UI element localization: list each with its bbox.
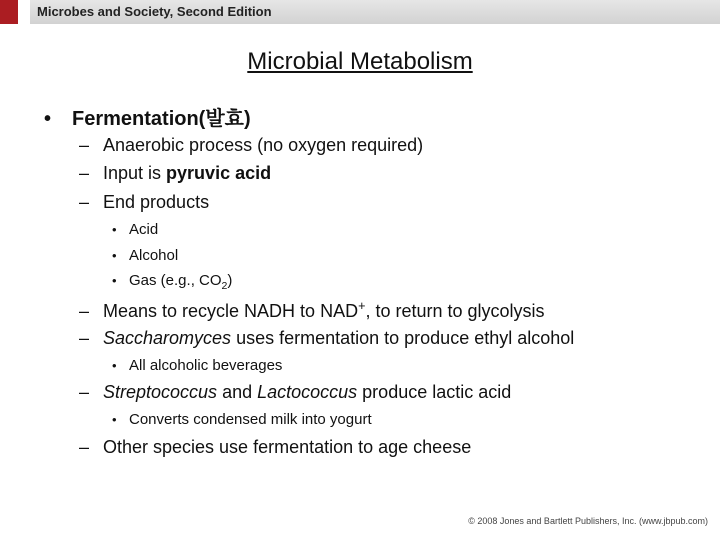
yogurt-item bbox=[112, 411, 372, 428]
dot-marker: • bbox=[112, 222, 117, 237]
end-product-text: Alcohol bbox=[129, 247, 179, 264]
sub-item-end-products bbox=[79, 192, 209, 213]
end-product-alcohol bbox=[112, 247, 178, 264]
detail-text: Converts condensed milk into yogurt bbox=[129, 411, 372, 428]
bullet-text: Fermentation(발효) bbox=[72, 108, 251, 130]
dot-marker: • bbox=[112, 412, 117, 427]
sub-item-anaerobic bbox=[79, 135, 423, 156]
bullet-fermentation bbox=[44, 102, 251, 131]
sub-item-text: produce lactic acid bbox=[357, 382, 512, 402]
dot-marker: • bbox=[112, 273, 117, 288]
end-product-text-suffix: ) bbox=[227, 272, 233, 289]
sub-item-text: Other species use fermentation to age cheese bbox=[103, 437, 472, 457]
sub-item-text: and bbox=[217, 382, 258, 402]
italic-term: Streptococcus bbox=[103, 382, 218, 402]
dash-marker: – bbox=[79, 163, 90, 183]
italic-term: Saccharomyces bbox=[103, 328, 232, 348]
dot-marker: • bbox=[112, 358, 117, 373]
bold-term: pyruvic acid bbox=[166, 163, 272, 183]
sub-item-nadh bbox=[79, 299, 545, 322]
subscript: 2 bbox=[221, 280, 228, 292]
sub-item-text: uses fermentation to produce ethyl alcohol bbox=[231, 328, 575, 348]
sub-item-cheese bbox=[79, 437, 471, 458]
sub-item-text: Input is bbox=[103, 163, 167, 183]
dash-marker: – bbox=[79, 437, 90, 457]
dash-marker: – bbox=[79, 328, 90, 348]
end-product-gas bbox=[112, 272, 232, 292]
dash-marker: – bbox=[79, 135, 90, 155]
copyright-footer: © 2008 Jones and Bartlett Publishers, Inc. (www.jbpub.com) bbox=[468, 516, 708, 526]
sub-item-text: End products bbox=[103, 192, 210, 212]
dash-marker: – bbox=[79, 192, 90, 212]
end-product-text: Acid bbox=[129, 221, 159, 238]
superscript: + bbox=[358, 299, 366, 313]
italic-term: Lactococcus bbox=[257, 382, 358, 402]
sub-item-saccharomyces bbox=[79, 328, 574, 349]
sub-item-streptococcus bbox=[79, 382, 511, 403]
sub-item-text: Anaerobic process (no oxygen required) bbox=[103, 135, 424, 155]
end-product-text: Gas (e.g., CO bbox=[129, 272, 222, 289]
end-product-acid bbox=[112, 221, 158, 238]
sub-item-input bbox=[79, 163, 271, 184]
dot-marker: • bbox=[112, 248, 117, 263]
header-title: Microbes and Society, Second Edition bbox=[37, 4, 272, 19]
bullet-marker: • bbox=[44, 108, 52, 130]
sub-item-text-suffix: , to return to glycolysis bbox=[365, 301, 545, 321]
slide-title-text: Microbial Metabolism bbox=[247, 48, 473, 75]
detail-text: All alcoholic beverages bbox=[129, 357, 283, 374]
sub-item-text: Means to recycle NADH to NAD bbox=[103, 301, 359, 321]
beverages-item bbox=[112, 357, 282, 374]
dash-marker: – bbox=[79, 382, 90, 402]
dash-marker: – bbox=[79, 301, 90, 321]
